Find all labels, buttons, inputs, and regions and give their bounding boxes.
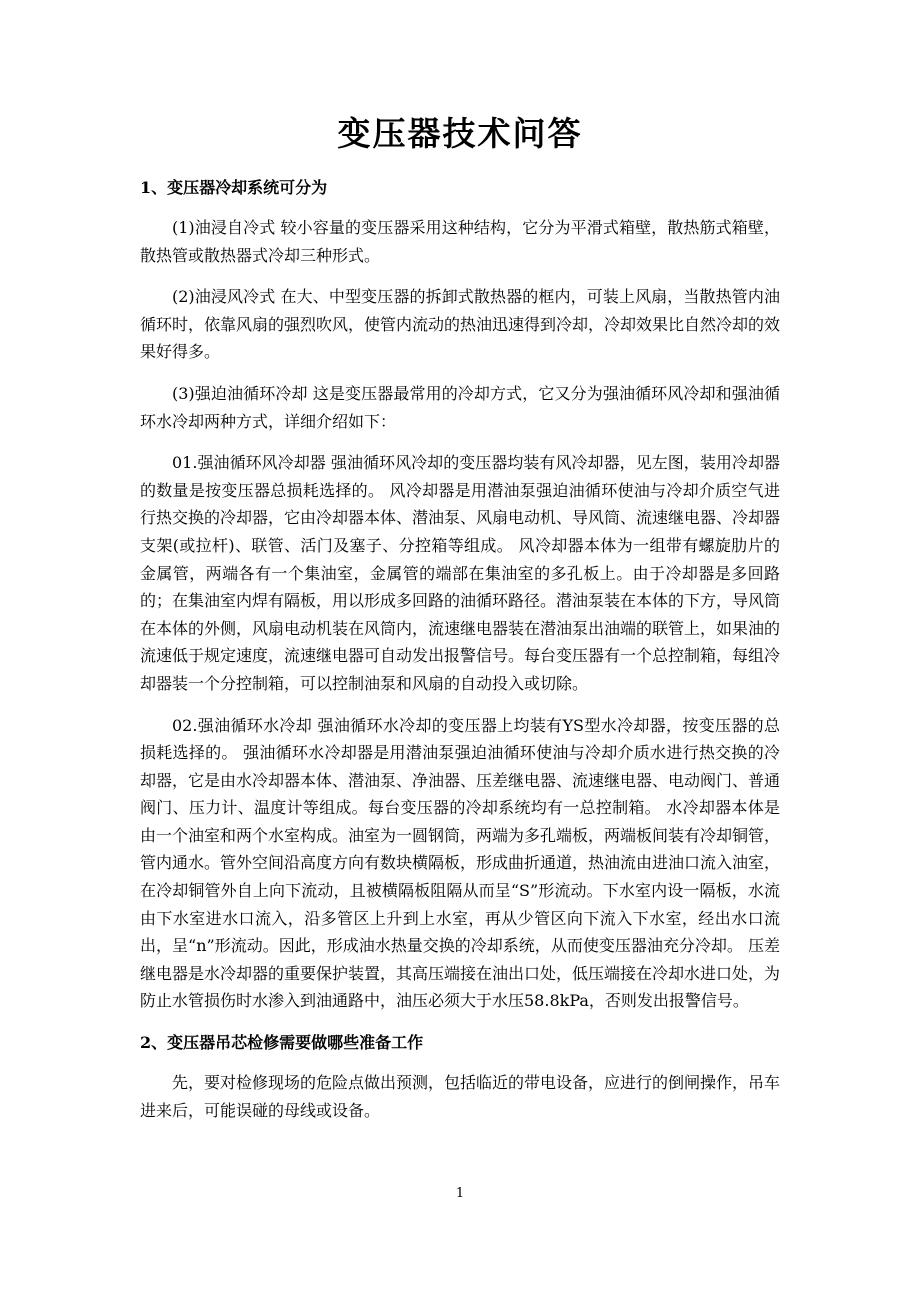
- section-heading: 1、变压器冷却系统可分为: [140, 178, 328, 197]
- section-cooling-system: [140, 174, 780, 1015]
- document-body: [140, 174, 780, 1138]
- section-core-lifting-preparation: [140, 1029, 780, 1124]
- paragraph-oil-air-cooling: (2)油浸风冷式 在大、中型变压器的拆卸式散热器的框内，可装上风扇，当散热管内油循环时，依靠风扇的强烈吹风，使管内流动的热油迅速得到冷却，冷却效果比自然冷却的效果好得多。: [140, 287, 781, 362]
- paragraph-oil-natural-cooling: (1)油浸自冷式 较小容量的变压器采用这种结构，它分为平滑式箱壁，散热筋式箱壁，散热管或散热器式冷却三种形式。: [140, 218, 780, 265]
- page-number: 1: [455, 1186, 465, 1201]
- paragraph-forced-oil-cooling: (3)强迫油循环冷却 这是变压器最常用的冷却方式，它又分为强油循环风冷却和强油循环水冷却两种方式，详细介绍如下：: [140, 383, 780, 431]
- paragraph-forced-oil-air-cooler: 01.强油循环风冷却器 强油循环风冷却的变压器均装有风冷却器，见左图，装用冷却器的数量是按变压器总损耗选择的。 风冷却器是用潜油泵强迫油循环使油与冷却介质空气进行热交换的冷却器，它由冷却器本体、潜油泵、风扇电动机、导风筒、流速继电器、冷却器支架(或拉杆)、联管、活门及塞子、分控箱等组成。 风冷却器本体为一组带有螺旋肋片的金属管，两端各有一个集油室，金属管的端部在集油室的多孔板上。由于冷却器是多回路的；在集油室内焊有隔板，用以形成多回路的油循环路径。潜油泵装在本体的下方，导风筒在本体的外侧，风扇电动机装在风筒内，流速继电器装在潜油泵出油端的联管上，如果油的流速低于规定速度，流速继电器可自动发出报警信号。每台变压器有一个总控制箱，每组冷却器装一个分控制箱，可以控制油泵和风扇的自动投入或切除。: [140, 453, 781, 693]
- section-heading: 2、变压器吊芯检修需要做哪些准备工作: [140, 1033, 424, 1053]
- paragraph-forced-oil-water-cooler: 02.强油循环水冷却 强油循环水冷却的变压器上均装有YS型水冷却器，按变压器的总损耗选择的。 强油循环水冷却器是用潜油泵强迫油循环使油与冷却介质水进行热交换的冷却器，它是由水冷却器本体、潜油泵、净油器、压差继电器、流速继电器、电动阀门、普通阀门、压力计、温度计等组成。每台变压器的冷却系统均有一总控制箱。 水冷却器本体是由一个油室和两个水室构成。油室为一圆钢筒，两端为多孔端板，两端板间装有冷却铜管，管内通水。管外空间沿高度方向有数块横隔板，形成曲折通道，热油流由进油口流入油室，在冷却铜管外自上向下流动，且被横隔板阻隔从而呈“S”形流动。下水室内设一隔板，水流由下水室进水口流入，沿多管区上升到上水室，再从少管区向下流入下水室，经出水口流出，呈“n”形流动。因此，形成油水热量交换的冷却系统，从而使变压器油充分冷却。 压差继电器是水冷却器的重要保护装置，其高压端接在油出口处，低压端接在冷却水进口处，为防止水管损伤时水渗入到油通路中，油压必须大于水压58.8kPa，否则发出报警信号。: [140, 715, 781, 1011]
- paragraph-hazard-prediction: 先，要对检修现场的危险点做出预测，包括临近的带电设备，应进行的倒闸操作，吊车进来后，可能误碰的母线或设备。: [140, 1073, 781, 1120]
- document-title: 变压器技术问答: [337, 114, 583, 153]
